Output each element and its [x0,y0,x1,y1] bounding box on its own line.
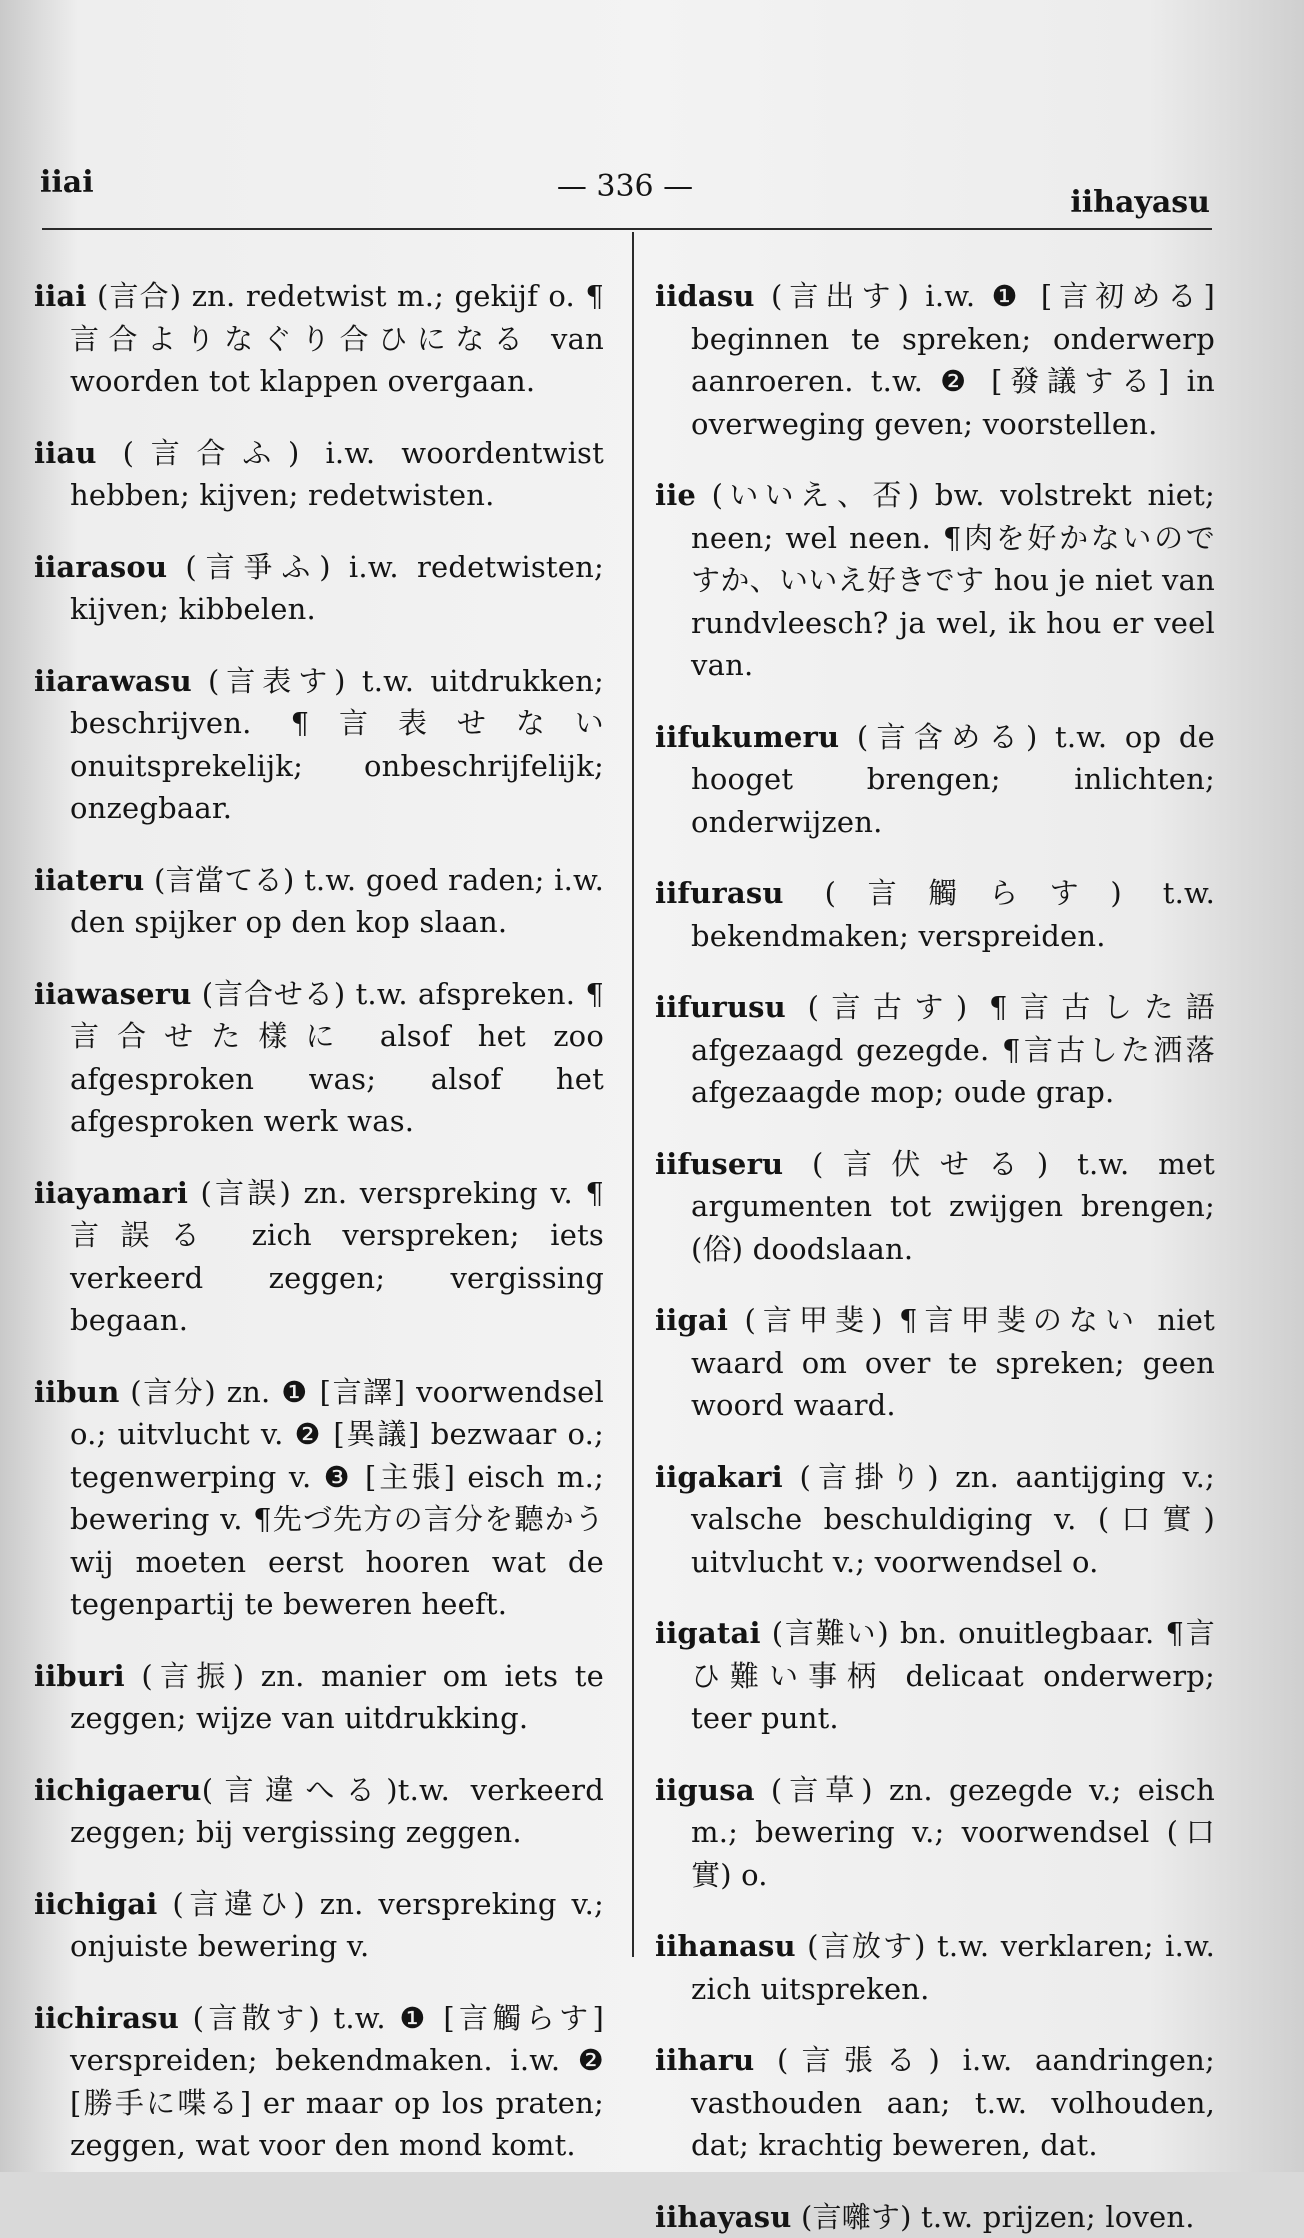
entry-definition: (言張る) i.w. aandringen; vasthouden aan; t.w. volhouden, dat; krachtig beweren, dat. [691,2043,1215,2162]
entry-headword: iidasu [655,279,755,313]
dictionary-entry [655,1769,1215,1897]
entry-definition: (言合) zn. redetwist m.; gekijf o. ¶言合よりなぐり合ひになる van woorden tot klappen overgaan. [70,279,604,398]
dictionary-entry [34,275,604,403]
entry-definition: (言振) zn. manier om iets te zeggen; wijze van uitdrukking. [70,1659,604,1736]
entry-headword: iihayasu [655,2200,792,2234]
entry-definition: (言囃す) t.w. prijzen; loven. [792,2200,1195,2234]
header-rule [42,228,1212,230]
dictionary-entry [34,660,604,830]
entry-headword: iifukumeru [655,720,839,754]
entry-headword: iifuseru [655,1147,783,1181]
entry-definition: (言誤) zn. verspreking v. ¶言誤る zich verspreken; iets verkeerd zeggen; vergissing begaan. [70,1176,604,1338]
entry-headword: iie [655,478,696,512]
entry-headword: iiai [34,279,87,313]
entry-definition: (いいえ、否) bw. volstrekt niet; neen; wel neen. ¶肉を好かないのですか、いいえ好きです hou je niet van rundvleesch? ja wel, ik hou er veel van. [691,478,1215,682]
entry-definition: (言伏せる) t.w. met argumenten tot zwijgen brengen; (俗) doodslaan. [691,1147,1215,1266]
right-column [655,246,1215,2238]
header-first-headword: iiai [40,165,94,200]
entry-definition: (言觸らす) t.w. bekendmaken; verspreiden. [691,876,1215,953]
header-last-headword: iihayasu [1070,185,1210,220]
dictionary-entry [34,546,604,631]
entry-headword: iiburi [34,1659,125,1693]
entry-headword: iiharu [655,2043,754,2077]
dictionary-entry [655,275,1215,445]
dictionary-entry [655,872,1215,957]
entry-definition: (言分) zn. ❶ [言譯] voorwendsel o.; uitvlucht v. ❷ [異議] bezwaar o.; tegenwerping v. ❸ [主張] eisch m.; bewering v. ¶先づ先方の言分を聽かう wij moeten eerst hooren wat de tegenpartij te beweren heeft. [70,1375,604,1622]
entry-definition: (言當てる) t.w. goed raden; i.w. den spijker op den kop slaan. [70,863,604,940]
dictionary-entry [34,1769,604,1854]
entry-headword: iiateru [34,863,144,897]
entry-headword: iibun [34,1375,119,1409]
dictionary-entry [34,973,604,1143]
dictionary-entry [655,1612,1215,1740]
dictionary-entry [655,2196,1215,2238]
entry-headword: iichigaeru [34,1773,202,1807]
entry-definition: (言散す) t.w. ❶ [言觸らす] verspreiden; bekendmaken. i.w. ❷ [勝手に喋る] er maar op los praten; zeggen, wat voor den mond komt. [70,2001,604,2163]
dictionary-entry [655,1299,1215,1427]
entry-definition: (言古す) ¶言古した語 afgezaagd gezegde. ¶言古した洒落 afgezaagde mop; oude grap. [691,990,1215,1109]
dictionary-entry [34,1172,604,1342]
entry-headword: iigai [655,1303,728,1337]
dictionary-entry [655,474,1215,687]
entry-definition: (言出す) i.w. ❶ [言初める] beginnen te spreken; onderwerp aanroeren. t.w. ❷ [發議する] in overweging geven; voorstellen. [691,279,1215,441]
entry-headword: iigatai [655,1616,761,1650]
entry-headword: iifurusu [655,990,786,1024]
entry-headword: iiarawasu [34,664,192,698]
entry-definition: (言甲斐) ¶言甲斐のない niet waard om over te spreken; geen woord waard. [691,1303,1215,1422]
entry-definition: (言難い) bn. onuitlegbaar. ¶言ひ難い事柄 delicaat onderwerp; teer punt. [691,1616,1215,1735]
column-divider [632,232,634,1957]
entry-definition: (言表す) t.w. uitdrukken; beschrijven. ¶言表せない onuitsprekelijk; onbeschrijfelijk; onzegbaar. [70,664,604,826]
entry-headword: iihanasu [655,1929,796,1963]
entry-definition: (言放す) t.w. verklaren; i.w. zich uitspreken. [691,1929,1215,2006]
entry-definition: (言合せる) t.w. afspreken. ¶言合せた樣に alsof het zoo afgesproken was; alsof het afgesproken werk was. [70,977,604,1139]
entry-headword: iiawaseru [34,977,192,1011]
entry-headword: iigakari [655,1460,783,1494]
page-header [40,165,1210,215]
entry-definition: (言草) zn. gezegde v.; eisch m.; bewering v.; voorwendsel (口實) o. [691,1773,1215,1892]
dictionary-entry [34,1997,604,2167]
dictionary-entry [655,716,1215,844]
entry-headword: iiayamari [34,1176,188,1210]
entry-headword: iiau [34,436,97,470]
entry-headword: iichigai [34,1887,157,1921]
entry-definition: (言合ふ) i.w. woordentwist hebben; kijven; redetwisten. [70,436,604,513]
entry-headword: iiarasou [34,550,167,584]
entry-headword: iigusa [655,1773,755,1807]
dictionary-entry [34,859,604,944]
dictionary-entry [655,1143,1215,1271]
dictionary-entry [34,1655,604,1740]
page-number: — 336 — [40,169,1210,204]
dictionary-entry [655,1925,1215,2010]
dictionary-entry [34,432,604,517]
entry-definition: (言爭ふ) i.w. redetwisten; kijven; kibbelen. [70,550,604,627]
left-column [34,246,604,2167]
entry-definition: (言違へる)t.w. verkeerd zeggen; bij vergissing zeggen. [70,1773,604,1850]
entry-definition: (言含める) t.w. op de hooget brengen; inlichten; onderwijzen. [691,720,1215,839]
entry-definition: (言掛り) zn. aantijging v.; valsche beschuldiging v. (口實) uitvlucht v.; voorwendsel o. [691,1460,1215,1579]
dictionary-entry [655,1456,1215,1584]
entry-definition: (言違ひ) zn. verspreking v.; onjuiste bewering v. [70,1887,604,1964]
dictionary-entry [34,1371,604,1626]
entry-headword: iichirasu [34,2001,179,2035]
entry-headword: iifurasu [655,876,784,910]
dictionary-entry [655,986,1215,1114]
dictionary-entry [655,2039,1215,2167]
dictionary-entry [34,1883,604,1968]
